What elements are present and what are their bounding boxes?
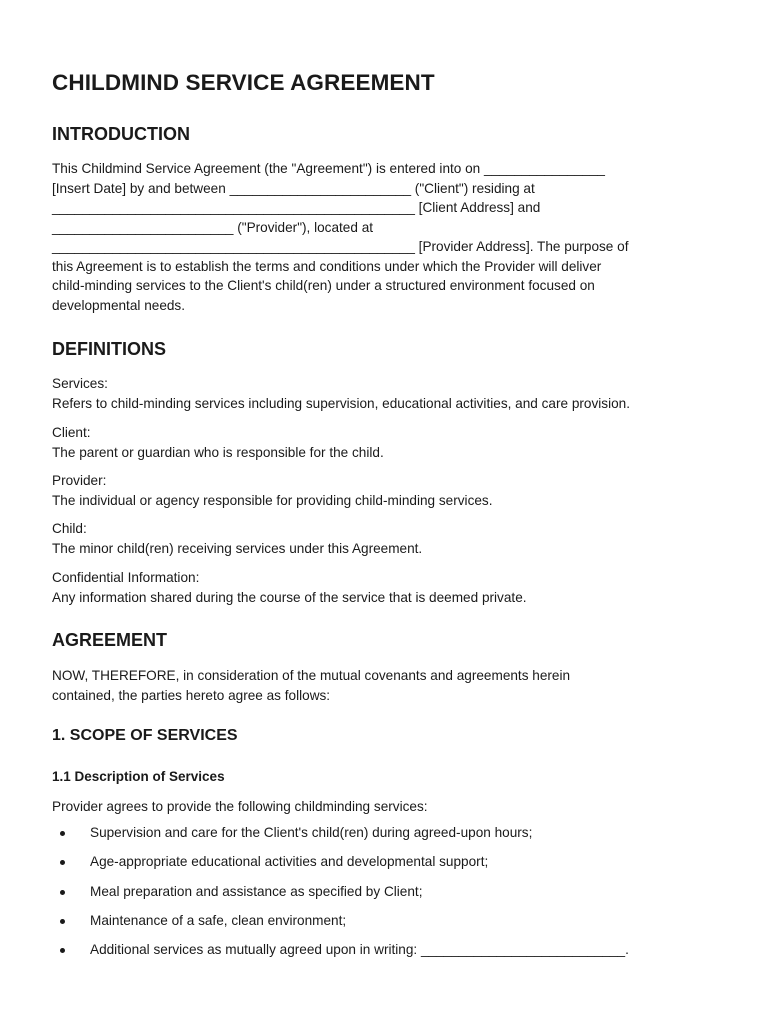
definition-text: The minor child(ren) receiving services under this Agreement. <box>52 540 423 556</box>
definition-term: Provider: <box>52 473 107 488</box>
bullet-icon <box>60 860 65 865</box>
bullet-icon <box>60 890 65 895</box>
list-item-text: Supervision and care for the Client's child(ren) during agreed-upon hours; <box>90 825 533 840</box>
list-item-text: Meal preparation and assistance as specified by Client; <box>90 883 423 899</box>
definition-provider <box>52 471 493 510</box>
introduction-line: child-minding services to the Client's child(ren) under a structured environment focused on <box>52 278 595 293</box>
introduction-paragraph <box>52 159 628 315</box>
introduction-line: this Agreement is to establish the terms and conditions under which the Provider will deliver <box>52 258 602 274</box>
definition-term: Confidential Information: <box>52 570 200 585</box>
introduction-line: ________________________________________________ [Client Address] and <box>52 200 541 215</box>
definition-confidential-information <box>52 568 527 607</box>
definition-text: Refers to child-minding services including supervision, educational activities, and care provision. <box>52 395 631 411</box>
definition-child <box>52 519 422 558</box>
agreement-paragraph <box>52 666 570 705</box>
definition-term: Child: <box>52 521 87 536</box>
definition-term: Client: <box>52 425 91 440</box>
bullet-icon <box>60 948 65 953</box>
definition-text: The parent or guardian who is responsible for the child. <box>52 444 384 460</box>
definition-text: The individual or agency responsible for providing child-minding services. <box>52 492 493 508</box>
scope-intro: Provider agrees to provide the following childminding services: <box>52 799 428 814</box>
document-title: CHILDMIND SERVICE AGREEMENT <box>52 70 435 95</box>
definitions-heading: DEFINITIONS <box>52 339 167 359</box>
scope-of-services-heading: 1. SCOPE OF SERVICES <box>52 727 238 744</box>
definition-text: Any information shared during the course of the service that is deemed private. <box>52 589 527 605</box>
introduction-heading: INTRODUCTION <box>52 124 190 144</box>
list-item-text: Maintenance of a safe, clean environment; <box>90 912 347 928</box>
definition-services <box>52 374 630 413</box>
introduction-line: ________________________ ("Provider"), located at <box>52 219 374 235</box>
introduction-line: ________________________________________________ [Provider Address]. The purpose of <box>52 239 629 254</box>
introduction-line: This Childmind Service Agreement (the "Agreement") is entered into on ________________ <box>52 161 605 176</box>
list-item-text: Additional services as mutually agreed upon in writing: ___________________________. <box>90 942 629 958</box>
introduction-line: [Insert Date] by and between ________________________ ("Client") residing at <box>52 180 535 196</box>
definition-term: Services: <box>52 376 108 391</box>
agreement-line: NOW, THEREFORE, in consideration of the mutual covenants and agreements herein <box>52 668 571 683</box>
definition-client <box>52 423 384 462</box>
agreement-line: contained, the parties hereto agree as follows: <box>52 687 331 703</box>
agreement-heading: AGREEMENT <box>52 630 168 650</box>
bullet-icon <box>60 919 65 924</box>
list-item-text: Age-appropriate educational activities and developmental support; <box>90 854 489 870</box>
introduction-line: developmental needs. <box>52 297 186 313</box>
description-of-services-subheading: 1.1 Description of Services <box>52 769 225 784</box>
bullet-icon <box>60 831 65 836</box>
